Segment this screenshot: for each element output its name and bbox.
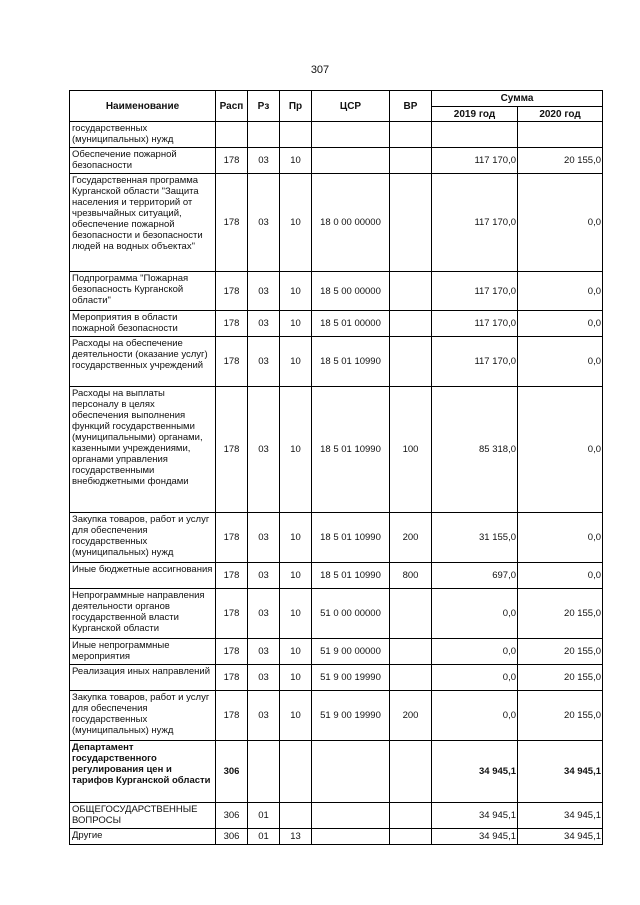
cell-name: Расходы на обеспечение деятельности (оказание услуг) государственных учреждений (70, 337, 216, 387)
cell-rasp: 178 (216, 691, 248, 741)
cell-sum-2019: 117 170,0 (432, 311, 518, 337)
cell-name: Обеспечение пожарной безопасности (70, 148, 216, 174)
cell-rz: 03 (248, 272, 280, 311)
cell-rasp: 178 (216, 148, 248, 174)
cell-sum-2020: 34 945,1 (518, 741, 603, 803)
cell-pr: 10 (280, 513, 312, 563)
cell-csr (312, 122, 390, 148)
cell-vr (390, 639, 432, 665)
cell-name: Другие (70, 829, 216, 845)
cell-vr (390, 589, 432, 639)
cell-name: Иные бюджетные ассигнования (70, 563, 216, 589)
cell-rasp: 178 (216, 639, 248, 665)
cell-sum-2020: 0,0 (518, 272, 603, 311)
table-row (70, 639, 603, 665)
cell-sum-2019: 34 945,1 (432, 741, 518, 803)
header-pr: Пр (280, 91, 312, 122)
table-row (70, 589, 603, 639)
cell-rz: 03 (248, 387, 280, 513)
cell-pr: 10 (280, 272, 312, 311)
cell-name: Подпрограмма "Пожарная безопасность Курганской области" (70, 272, 216, 311)
cell-rasp: 178 (216, 563, 248, 589)
cell-pr: 10 (280, 691, 312, 741)
cell-sum-2019: 0,0 (432, 589, 518, 639)
cell-sum-2020: 20 155,0 (518, 148, 603, 174)
cell-csr: 18 5 01 10990 (312, 337, 390, 387)
cell-rz: 03 (248, 311, 280, 337)
table-row (70, 122, 603, 148)
header-rasp: Расп (216, 91, 248, 122)
cell-sum-2019 (432, 122, 518, 148)
cell-rasp: 178 (216, 311, 248, 337)
cell-rasp: 178 (216, 174, 248, 272)
cell-sum-2020: 0,0 (518, 311, 603, 337)
cell-sum-2019: 117 170,0 (432, 148, 518, 174)
table-row (70, 803, 603, 829)
cell-csr: 18 5 01 10990 (312, 513, 390, 563)
cell-rz: 03 (248, 665, 280, 691)
cell-vr: 200 (390, 691, 432, 741)
table-row (70, 272, 603, 311)
cell-name: Закупка товаров, работ и услуг для обеспечения государственных (муниципальных) нужд (70, 691, 216, 741)
cell-csr (312, 148, 390, 174)
header-csr: ЦСР (312, 91, 390, 122)
cell-pr (280, 803, 312, 829)
header-year-2020: 2020 год (518, 107, 603, 122)
cell-sum-2019: 34 945,1 (432, 829, 518, 845)
table-row (70, 148, 603, 174)
cell-sum-2020: 20 155,0 (518, 665, 603, 691)
cell-sum-2019: 117 170,0 (432, 337, 518, 387)
cell-vr (390, 741, 432, 803)
cell-csr: 51 0 00 00000 (312, 589, 390, 639)
cell-rasp: 306 (216, 803, 248, 829)
table-body (70, 122, 603, 845)
header-name: Наименование (70, 91, 216, 122)
cell-pr: 10 (280, 639, 312, 665)
cell-sum-2019: 0,0 (432, 691, 518, 741)
cell-rasp: 178 (216, 337, 248, 387)
cell-name: Мероприятия в области пожарной безопасности (70, 311, 216, 337)
cell-sum-2019: 34 945,1 (432, 803, 518, 829)
cell-sum-2020 (518, 122, 603, 148)
cell-sum-2019: 117 170,0 (432, 174, 518, 272)
table-row (70, 311, 603, 337)
table-row (70, 174, 603, 272)
cell-sum-2020: 0,0 (518, 387, 603, 513)
cell-rz: 03 (248, 589, 280, 639)
cell-name: Непрограммные направления деятельности органов государственной власти Курганской области (70, 589, 216, 639)
cell-rz: 01 (248, 803, 280, 829)
cell-csr (312, 803, 390, 829)
cell-rz: 03 (248, 513, 280, 563)
table-header (70, 91, 603, 122)
cell-csr: 18 0 00 00000 (312, 174, 390, 272)
cell-csr: 18 5 01 00000 (312, 311, 390, 337)
header-vr: ВР (390, 91, 432, 122)
cell-pr: 13 (280, 829, 312, 845)
cell-vr (390, 803, 432, 829)
cell-rasp: 178 (216, 387, 248, 513)
cell-sum-2020: 20 155,0 (518, 691, 603, 741)
cell-pr: 10 (280, 387, 312, 513)
cell-csr: 18 5 01 10990 (312, 563, 390, 589)
cell-rasp: 178 (216, 589, 248, 639)
table-row (70, 691, 603, 741)
cell-rz: 01 (248, 829, 280, 845)
budget-table (69, 90, 603, 845)
cell-sum-2020: 0,0 (518, 513, 603, 563)
cell-pr (280, 741, 312, 803)
cell-rasp: 178 (216, 272, 248, 311)
table-row (70, 741, 603, 803)
cell-vr: 200 (390, 513, 432, 563)
header-year-2019: 2019 год (432, 107, 518, 122)
cell-pr: 10 (280, 174, 312, 272)
cell-sum-2020: 0,0 (518, 174, 603, 272)
cell-rasp: 178 (216, 513, 248, 563)
cell-sum-2020: 0,0 (518, 563, 603, 589)
cell-vr (390, 337, 432, 387)
header-sum: Сумма (432, 91, 603, 107)
cell-name: государственных (муниципальных) нужд (70, 122, 216, 148)
cell-vr: 800 (390, 563, 432, 589)
header-rz: Рз (248, 91, 280, 122)
table-row (70, 387, 603, 513)
cell-pr: 10 (280, 148, 312, 174)
cell-name: Расходы на выплаты персоналу в целях обеспечения выполнения функций государственными (муниципальными) органами, казенными учреждениями, органами управления государственными внебюджетными фондами (70, 387, 216, 513)
cell-rz: 03 (248, 148, 280, 174)
cell-vr (390, 311, 432, 337)
cell-sum-2019: 31 155,0 (432, 513, 518, 563)
cell-rasp: 306 (216, 829, 248, 845)
table-row (70, 665, 603, 691)
cell-rz (248, 122, 280, 148)
cell-rz: 03 (248, 563, 280, 589)
cell-pr: 10 (280, 337, 312, 387)
cell-sum-2019: 117 170,0 (432, 272, 518, 311)
cell-csr (312, 741, 390, 803)
table-row (70, 513, 603, 563)
cell-sum-2020: 34 945,1 (518, 829, 603, 845)
cell-csr: 18 5 00 00000 (312, 272, 390, 311)
cell-rasp: 306 (216, 741, 248, 803)
cell-sum-2020: 0,0 (518, 337, 603, 387)
cell-rz: 03 (248, 337, 280, 387)
cell-sum-2019: 85 318,0 (432, 387, 518, 513)
cell-vr (390, 272, 432, 311)
cell-rasp: 178 (216, 665, 248, 691)
cell-name: Закупка товаров, работ и услуг для обеспечения государственных (муниципальных) нужд (70, 513, 216, 563)
cell-sum-2020: 20 155,0 (518, 639, 603, 665)
cell-csr: 18 5 01 10990 (312, 387, 390, 513)
cell-rz: 03 (248, 174, 280, 272)
cell-sum-2019: 0,0 (432, 665, 518, 691)
cell-pr: 10 (280, 665, 312, 691)
cell-sum-2020: 34 945,1 (518, 803, 603, 829)
cell-rz: 03 (248, 639, 280, 665)
cell-csr: 51 9 00 19990 (312, 691, 390, 741)
cell-csr (312, 829, 390, 845)
table-row (70, 563, 603, 589)
cell-pr (280, 122, 312, 148)
cell-vr (390, 829, 432, 845)
cell-pr: 10 (280, 563, 312, 589)
cell-pr: 10 (280, 311, 312, 337)
cell-name: Государственная программа Курганской области "Защита населения и территорий от чрезвычайных ситуаций, обеспечение пожарной безопасности и безопасности людей на водных объектах" (70, 174, 216, 272)
table-row (70, 829, 603, 845)
cell-pr: 10 (280, 589, 312, 639)
cell-vr (390, 174, 432, 272)
cell-vr: 100 (390, 387, 432, 513)
table-row (70, 337, 603, 387)
cell-vr (390, 148, 432, 174)
cell-rasp (216, 122, 248, 148)
cell-sum-2020: 20 155,0 (518, 589, 603, 639)
cell-name: Реализация иных направлений (70, 665, 216, 691)
cell-sum-2019: 0,0 (432, 639, 518, 665)
cell-rz: 03 (248, 691, 280, 741)
cell-vr (390, 665, 432, 691)
page-number: 307 (310, 64, 330, 76)
cell-csr: 51 9 00 00000 (312, 639, 390, 665)
cell-rz (248, 741, 280, 803)
cell-vr (390, 122, 432, 148)
cell-name: Иные непрограммные мероприятия (70, 639, 216, 665)
cell-csr: 51 9 00 19990 (312, 665, 390, 691)
cell-sum-2019: 697,0 (432, 563, 518, 589)
cell-name: Департамент государственного регулирования цен и тарифов Курганской области (70, 741, 216, 803)
cell-name: ОБЩЕГОСУДАРСТВЕННЫЕ ВОПРОСЫ (70, 803, 216, 829)
